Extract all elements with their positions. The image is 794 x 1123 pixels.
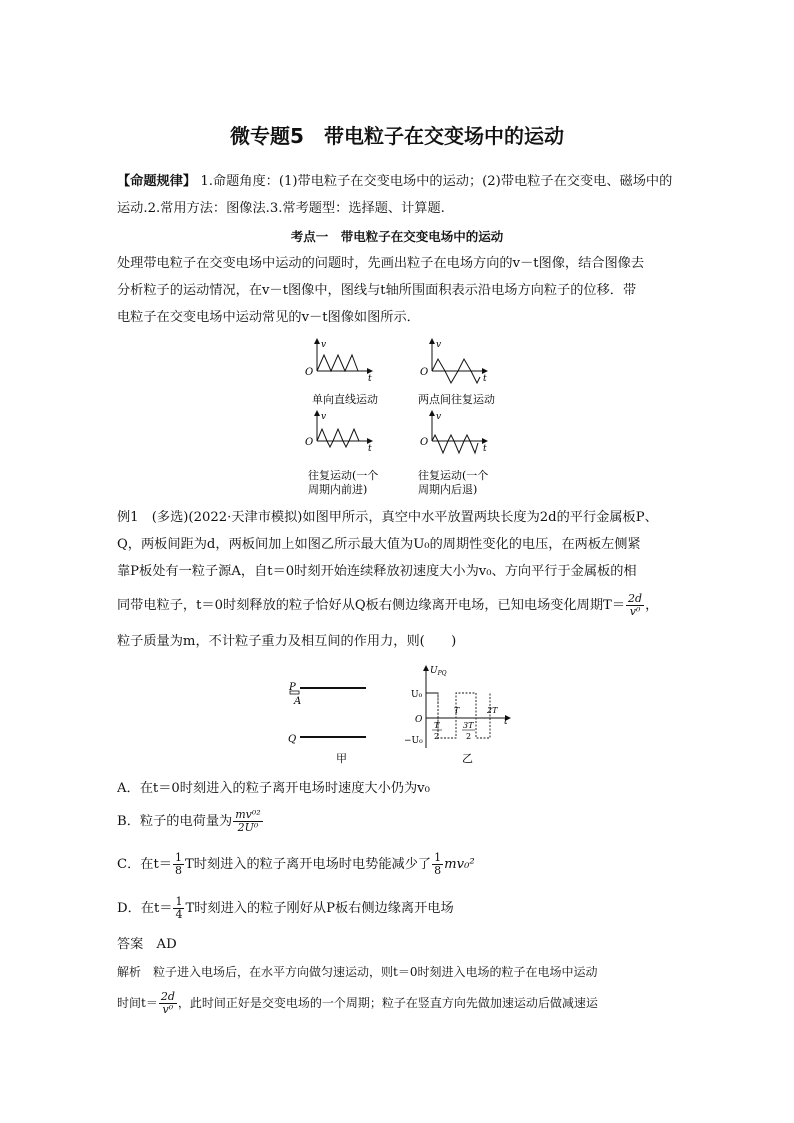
caption-forward-1: 往复运动(一个 (308, 469, 379, 482)
fraction-numerator: 1 (174, 851, 182, 864)
option-c-middle: T时刻进入的粒子离开电场时电势能减少了 (184, 857, 432, 872)
fraction-numerator: mv⁰² (235, 808, 261, 821)
tick-t: T (454, 706, 460, 715)
caption-yi: 乙 (462, 752, 473, 765)
option-d-start: D．在t＝ (117, 901, 173, 916)
example-line-5: 粒子质量为m，不计粒子重力及相互间的作用力，则( ) (117, 634, 457, 649)
graph-one-way (305, 339, 372, 384)
caption-backward-2: 周期内后退) (418, 483, 478, 496)
page-title: 微专题5 带电粒子在交变场中的运动 (230, 124, 564, 148)
tick-three-half-den: 2 (466, 732, 472, 741)
energy-fraction (432, 852, 443, 877)
intro-line-1: 处理带电粒子在交变电场中运动的问题时，先画出粒子在电场方向的v－t图像，结合图像去 (117, 256, 645, 271)
fraction-numerator: 1 (434, 851, 442, 864)
option-a: A．在t＝0时刻进入的粒子离开电场时速度大小仍为v₀ (117, 781, 430, 796)
rule-text-1: 1.命题角度：(1)带电粒子在交变电场中的运动；(2)带电粒子在交变电、磁场中的 (200, 174, 673, 189)
origin-label: O (305, 437, 314, 448)
option-d (117, 895, 677, 922)
caption-jia: 甲 (336, 752, 347, 765)
t-label: t (483, 444, 487, 454)
example-line-3: 靠P板处有一粒子源A，自t＝0时刻开始连续释放初速度大小为v₀、方向平行于金属板的相 (117, 564, 637, 579)
origin-label: O (420, 367, 429, 378)
v-label: v (321, 412, 327, 422)
t-axis-label: t (504, 717, 508, 727)
rule-line-2: 运动.2.常用方法：图像法.3.常考题型：选择题、计算题. (117, 201, 445, 216)
time-fraction (173, 896, 184, 921)
fraction-numerator: 2d (160, 990, 175, 1003)
origin-label: O (305, 367, 314, 378)
t-label: t (483, 374, 487, 384)
caption-backward-1: 往复运动(一个 (418, 469, 489, 482)
graph-two-points (420, 339, 487, 384)
fraction-denominator: 4 (175, 908, 183, 921)
tick-2t: 2T (487, 706, 498, 715)
fraction-denominator: 2U⁰ (237, 821, 259, 834)
analysis-line-2-start: 时间t＝ (117, 996, 158, 1010)
vt-graphs (300, 335, 510, 500)
t-label: t (368, 374, 372, 384)
analysis-line-1: 解析 粒子进入电场后，在水平方向做匀速运动，则t＝0时刻进入电场的粒子在电场中运动 (117, 965, 598, 979)
intro-line-2: 分析粒子的运动情况，在v－t图像中，图线与t轴所围面积表示沿电场方向粒子的位移．带 (117, 283, 637, 298)
option-b (117, 808, 677, 835)
tick-half-den: 2 (434, 732, 440, 741)
t-label: t (368, 444, 372, 454)
rule-line-1 (117, 168, 677, 195)
fraction-denominator: 8 (434, 864, 442, 877)
figure-plates (288, 682, 366, 765)
option-b-text: B．粒子的电荷量为 (117, 814, 233, 829)
tick-three-half-num: 3T (463, 721, 474, 730)
example-line-4-text: 同带电粒子，t＝0时刻释放的粒子恰好从Q板右侧边缘离开电场，已知电场变化周期T＝ (117, 598, 626, 613)
fraction-numerator: 2d (628, 592, 643, 605)
option-c (117, 851, 677, 878)
problem-figure (280, 660, 540, 770)
caption-two-points: 两点间往复运动 (418, 393, 495, 406)
option-c-start: C．在t＝ (117, 857, 172, 872)
section-heading: 考点一 带电粒子在交变电场中的运动 (290, 229, 504, 244)
fraction-denominator: v⁰ (629, 605, 641, 618)
fraction-denominator: 8 (174, 864, 182, 877)
origin-label: O (420, 437, 429, 448)
period-fraction (626, 593, 644, 618)
v-label: v (436, 340, 442, 350)
analysis-line-2-end: ，此时间正好是交变电场的一个周期；粒子在竖直方向先做加速运动后做减速运 (177, 996, 598, 1010)
rule-label: 【命题规律】 (117, 174, 197, 189)
example-line-4 (117, 592, 677, 619)
answer: 答案 AD (117, 937, 177, 952)
upq-label: $U_{PQ}$ (430, 666, 447, 677)
fraction-denominator: v⁰ (162, 1003, 174, 1016)
plate-p-label: P (289, 682, 296, 693)
plate-q-label: Q (288, 734, 297, 745)
source-a-label: A (294, 696, 302, 707)
charge-fraction (233, 809, 262, 834)
example-line-4-end: ， (645, 598, 659, 613)
option-c-end: mv₀² (444, 857, 475, 872)
time-fraction (173, 852, 184, 877)
example-line-1: 例1 (多选)(2022·天津市模拟)如图甲所示，真空中水平放置两块长度为2d的平行金属板P、 (117, 510, 658, 525)
intro-line-3: 电粒子在交变电场中运动常见的v－t图像如图所示． (117, 310, 420, 325)
time-fraction (159, 991, 177, 1016)
voltage-graph (404, 666, 510, 765)
origin-label: O (415, 715, 423, 725)
graph-backward (420, 411, 487, 454)
fraction-numerator: 1 (175, 895, 183, 908)
u0-label: U₀ (411, 690, 423, 700)
option-d-end: T时刻进入的粒子刚好从P板右侧边缘离开电场 (185, 901, 454, 916)
v-label: v (321, 340, 327, 350)
caption-one-way: 单向直线运动 (312, 393, 378, 406)
graph-forward (305, 411, 372, 454)
tick-half-num: T (434, 721, 440, 730)
neg-u0-label: −U₀ (404, 736, 423, 746)
v-label: v (436, 412, 442, 422)
analysis-line-2 (117, 990, 677, 1017)
caption-forward-2: 周期内前进) (308, 483, 368, 496)
example-line-2: Q，两板间距为d，两板间加上如图乙所示最大值为U₀的周期性变化的电压，在两板左侧紧 (117, 537, 641, 552)
